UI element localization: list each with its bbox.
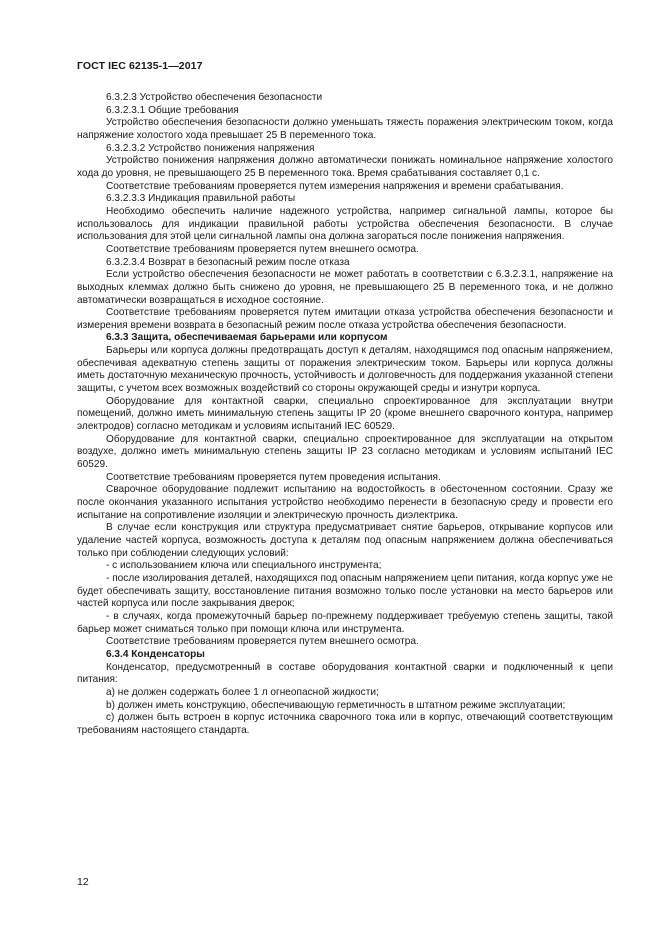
paragraph: c) должен быть встроен в корпус источника сварочного тока или в корпус, отвечающий соответствующим требованиям настоящего стандарта. (77, 712, 613, 736)
paragraph: В случае если конструкция или структура предусматривает снятие барьеров, открывание корпусов или удаление частей корпуса, возможность доступа к деталям под опасным напряжением должна обеспечиваться только при соблюдении следующих условий: (77, 522, 613, 559)
paragraph: Оборудование для контактной сварки, специально спроектированное для эксплуатации на открытом воздухе, должно иметь минимальную степень защиты IP 23 согласно методикам и условиям испытаний IEC 60529. (77, 433, 613, 471)
paragraph: 6.3.2.3.4 Возврат в безопасный режим после отказа (106, 256, 350, 268)
body-text (77, 92, 613, 737)
paragraph: 6.3.2.3.3 Индикация правильной работы (106, 193, 296, 205)
paragraph: Барьеры или корпуса должны предотвращать доступ к деталям, находящимся под опасным напряжением, обеспечивая адекватную степень защиты от поражения электрическим током. Барьеры или корпуса должны иметь достаточную механическую прочность, устойчивость и долговечность для поддержания указанной степени защиты, с учетом всех возможных воздействий со стороны окружающей среды и изнутри корпуса. (77, 345, 613, 395)
paragraph: Соответствие требованиям проверяется путем проведения испытания. (106, 471, 441, 483)
paragraph: - после изолирования деталей, находящихся под опасным напряжением цепи питания, когда корпус уже не будет обеспечивать защиту, восстановление питания возможно только после установки на место барьеров или частей корпуса или после закрывания дверок; (77, 572, 613, 610)
paragraph: Сварочное оборудование подлежит испытанию на водостойкость в обесточенном состоянии. Сразу же после окончания указанного испытания устройство необходимо перенести в безопасную среду и провести его испытание на сопротивление изоляции и электрическую прочность диэлектрика. (77, 484, 613, 521)
section-heading: 6.3.4 Конденсаторы (106, 648, 205, 660)
paragraph: 6.3.2.3 Устройство обеспечения безопасности (106, 92, 323, 103)
page-number: 12 (77, 876, 89, 888)
paragraph: 6.3.2.3.2 Устройство понижения напряжения (106, 142, 315, 154)
document-header: ГОСТ IEC 62135-1—2017 (77, 60, 203, 72)
paragraph: b) должен иметь конструкцию, обеспечивающую герметичность в штатном режиме эксплуатации; (106, 699, 566, 711)
paragraph: Соответствие требованиям проверяется путем измерения напряжения и времени срабатывания. (106, 180, 564, 192)
section-heading: 6.3.3 Защита, обеспечиваемая барьерами или корпусом (106, 332, 388, 344)
paragraph: - в случаях, когда промежуточный барьер по-прежнему поддерживает требуемую степень защиты, такой барьер может сниматься только при помощи ключа или инструмента. (77, 610, 613, 635)
paragraph: - с использованием ключа или специального инструмента; (106, 560, 382, 572)
paragraph: a) не должен содержать более 1 л огнеопасной жидкости; (106, 686, 379, 698)
paragraph: Устройство обеспечения безопасности должно уменьшать тяжесть поражения электрическим током, когда напряжение холостого хода превышает 25 В переменного тока. (77, 117, 613, 141)
paragraph: Соответствие требованиям проверяется путем внешнего осмотра. (106, 636, 419, 648)
paragraph: Оборудование для контактной сварки, специально спроектированное для эксплуатации внутри помещений, должно иметь минимальную степень защиты IP 20 (кроме внешнего сварочного контура, например электродов) согласно методикам и условиям испытаний IEC 60529. (77, 395, 613, 433)
paragraph: Конденсатор, предусмотренный в составе оборудования контактной сварки и подключенный к цепи питания: (77, 661, 613, 686)
paragraph: Необходимо обеспечить наличие надежного устройства, например сигнальной лампы, которое бы использовалось для индикации правильной работы устройства обеспечения безопасности. В случае использования для этой цели сигнальной лампы она должна загораться после понижения напряжения. (77, 205, 613, 243)
paragraph: Соответствие требованиям проверяется путем имитации отказа устройства обеспечения безопасности и измерения времени возврата в безопасный режим после отказа устройства обеспечения безопасности. (77, 307, 613, 331)
paragraph: Соответствие требованиям проверяется путем внешнего осмотра. (106, 243, 419, 255)
paragraph: Устройство понижения напряжения должно автоматически понижать номинальное напряжение холостого хода до уровня, не превышающего 25 В переменного тока. Время срабатывания составляет 0,1 с. (77, 155, 613, 179)
paragraph: 6.3.2.3.1 Общие требования (106, 104, 239, 116)
paragraph: Если устройство обеспечения безопасности не может работать в соответствии с 6.3.2.3.1, напряжение на выходных клеммах должно быть снижено до уровня, не превышающего 25 В переменного тока, и не должно автоматически возвращаться в исходное состояние. (77, 269, 613, 306)
